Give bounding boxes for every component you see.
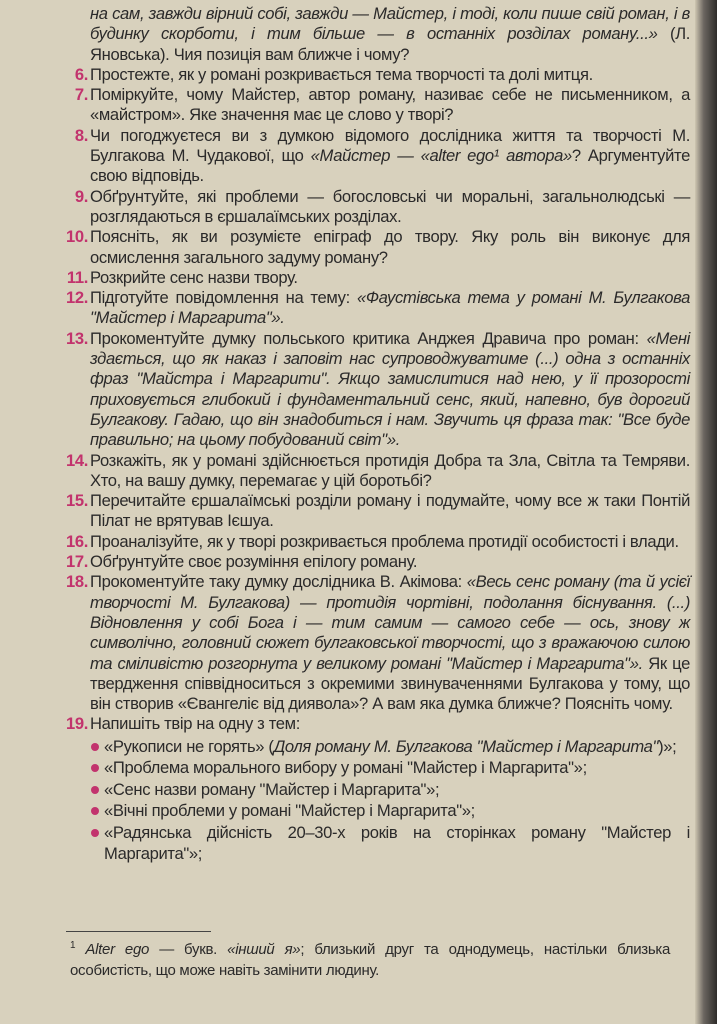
- italic-quote-text: «інший я»: [227, 941, 301, 958]
- text-segment: «Радянська дійсність 20–30-х років на сторінках роману "Майстер і Маргарита"»;: [104, 822, 690, 864]
- question-item: [66, 288, 690, 329]
- essay-topic: [90, 822, 690, 865]
- question-item: [66, 451, 690, 492]
- question-item: [66, 329, 690, 451]
- question-item: [66, 227, 690, 268]
- text-segment: Розкажіть, як у романі здійснюється протидія Добра та Зла, Світла та Темряви. Хто, на вашу думку, перемагає у цій боротьбі?: [90, 450, 690, 490]
- text-segment: Прокоментуйте думку польського критика Анджея Дравича про роман:: [90, 328, 647, 348]
- question-number: 8.: [74, 125, 88, 145]
- bullet-icon: [91, 786, 99, 794]
- text-segment: Поясніть, як ви розумієте епіграф до твору. Яку роль він виконує для осмислення загального задуму роману?: [90, 227, 690, 267]
- text-segment: Розкрийте сенс назви твору.: [90, 267, 298, 287]
- essay-topic: [90, 800, 690, 822]
- text-segment: Простежте, як у романі розкривається тема творчості та долі митця.: [90, 64, 593, 84]
- text-segment: — букв.: [149, 941, 228, 958]
- question-number: 7.: [74, 85, 88, 105]
- text-segment: Прокоментуйте таку думку дослідника В. Акімова:: [90, 572, 467, 592]
- question-number: 17.: [66, 552, 89, 572]
- footnote: [70, 935, 670, 981]
- footnote-divider: [66, 931, 211, 932]
- text-segment: Як це твердження співвідноситься з окремими звинуваченнями Булгакова у тому, що він створив «Євангеліє від диявола»? А вам яка думка ближче? Поясніть чому.: [90, 653, 690, 714]
- essay-topics-list: [66, 736, 690, 865]
- question-item: [66, 85, 690, 126]
- question-item: [66, 268, 690, 288]
- italic-quote-text: «Мені здається, що як наказ і заповіт нас супроводжуватиме (...) одна з останніх фраз "Майстра і Маргарити". Якщо замислитися над нею, у її прозорості приховується глибокий і фундаментальний сенс, який, напевно, був дорогий Булгакову. Гадаю, що він знадобиться і нам. Звучить ця фраза так: "Все буде правильно; на цьому побудований світ"».: [90, 328, 690, 450]
- text-segment: Перечитайте єршалаїмські розділи роману і подумайте, чому все ж таки Понтій Пілат не врятував Ієшуа.: [90, 491, 690, 531]
- text-segment: ; близький друг та однодумець, настільки близька особистість, що може навіть замінити людину.: [70, 941, 671, 979]
- footnote-mark: 1: [70, 940, 76, 951]
- question-number: 6.: [74, 64, 88, 84]
- italic-quote-text: «Весь сенс роману (та й усієї творчості М. Булгакова) — протидія чортівні, подолання біснування. (...) Відновлення у собі Бога і — тим самим — самого себе — ось, знову ж символічно, головний сюжет булгаковської творчості, що з вражаючою силою та сміливістю розгорнута у великому романі "Майстер і Маргарита"».: [90, 572, 690, 673]
- bullet-icon: [91, 743, 99, 751]
- italic-quote-text: Alter ego: [85, 941, 150, 958]
- text-segment: «Сенс назви роману "Майстер і Маргарита"»;: [104, 779, 440, 799]
- question-number: 10.: [66, 227, 89, 247]
- question-item: [66, 532, 690, 552]
- page-binding-edge: [695, 0, 717, 1024]
- bullet-icon: [91, 807, 99, 815]
- question-item: [66, 491, 690, 532]
- question-number: 12.: [66, 288, 89, 308]
- text-segment: «Проблема морального вибору у романі "Майстер і Маргарита"»;: [104, 758, 587, 778]
- textbook-page: [66, 4, 690, 865]
- intro-continuation: [66, 4, 690, 65]
- question-number: 14.: [66, 450, 89, 470]
- italic-quote-text: «Фаустівська тема у романі М. Булгакова "Майстер і Маргарита"».: [90, 288, 690, 328]
- bullet-icon: [91, 829, 99, 837]
- bullet-icon: [91, 764, 99, 772]
- question-number: 18.: [66, 572, 89, 592]
- text-segment: «Рукописи не горять» (: [104, 736, 274, 756]
- text-segment: Обґрунтуйте, які проблеми — богословські чи моральні, загальнолюдські — розглядаються в єршалаїмських розділах.: [90, 186, 690, 226]
- question-item: [66, 552, 690, 572]
- question-number: 11.: [66, 267, 88, 287]
- question-item: [66, 572, 690, 714]
- text-segment: (Л. Яновська). Чия позиція вам ближче і чому?: [90, 24, 690, 64]
- question-number: 16.: [66, 531, 89, 551]
- text-segment: Підготуйте повідомлення на тему:: [90, 288, 357, 308]
- text-segment: Обґрунтуйте своє розуміння епілогу роману.: [90, 552, 418, 572]
- question-item: [66, 714, 690, 734]
- question-number: 9.: [74, 186, 88, 206]
- question-item: [66, 65, 690, 85]
- question-number: 19.: [66, 714, 89, 734]
- essay-topic: [90, 736, 690, 758]
- text-segment: Проаналізуйте, як у творі розкривається проблема протидії особистості і влади.: [90, 531, 679, 551]
- text-segment: Поміркуйте, чому Майстер, автор роману, називає себе не письменником, а «майстром». Яке значення має це слово у творі?: [90, 85, 690, 125]
- italic-quote-text: «Майстер — «alter ego¹ автора»: [310, 146, 572, 166]
- question-item: [66, 187, 690, 228]
- text-segment: «Вічні проблеми у романі "Майстер і Маргарита"»;: [104, 801, 475, 821]
- essay-topic: [90, 779, 690, 801]
- italic-quote-text: Доля роману М. Булгакова "Майстер і Маргарита": [273, 736, 659, 756]
- italic-quote-text: на сам, завжди вірний собі, завжди — Майстер, і тоді, коли пише свій роман, і в будинку скорботи, і тим більше — в останніх розділах роману...»: [90, 4, 690, 44]
- question-item: [66, 126, 690, 187]
- question-number: 15.: [66, 491, 89, 511]
- text-segment: ? Аргументуйте свою відповідь.: [90, 146, 690, 186]
- text-segment: Напишіть твір на одну з тем:: [90, 714, 300, 734]
- questions-list: [66, 65, 690, 735]
- text-segment: Чи погоджуєтеся ви з думкою відомого дослідника життя та творчості М. Булгакова М. Чудакової, що: [90, 125, 690, 166]
- text-segment: )»;: [658, 736, 677, 756]
- question-number: 13.: [66, 328, 89, 348]
- essay-topic: [90, 757, 690, 779]
